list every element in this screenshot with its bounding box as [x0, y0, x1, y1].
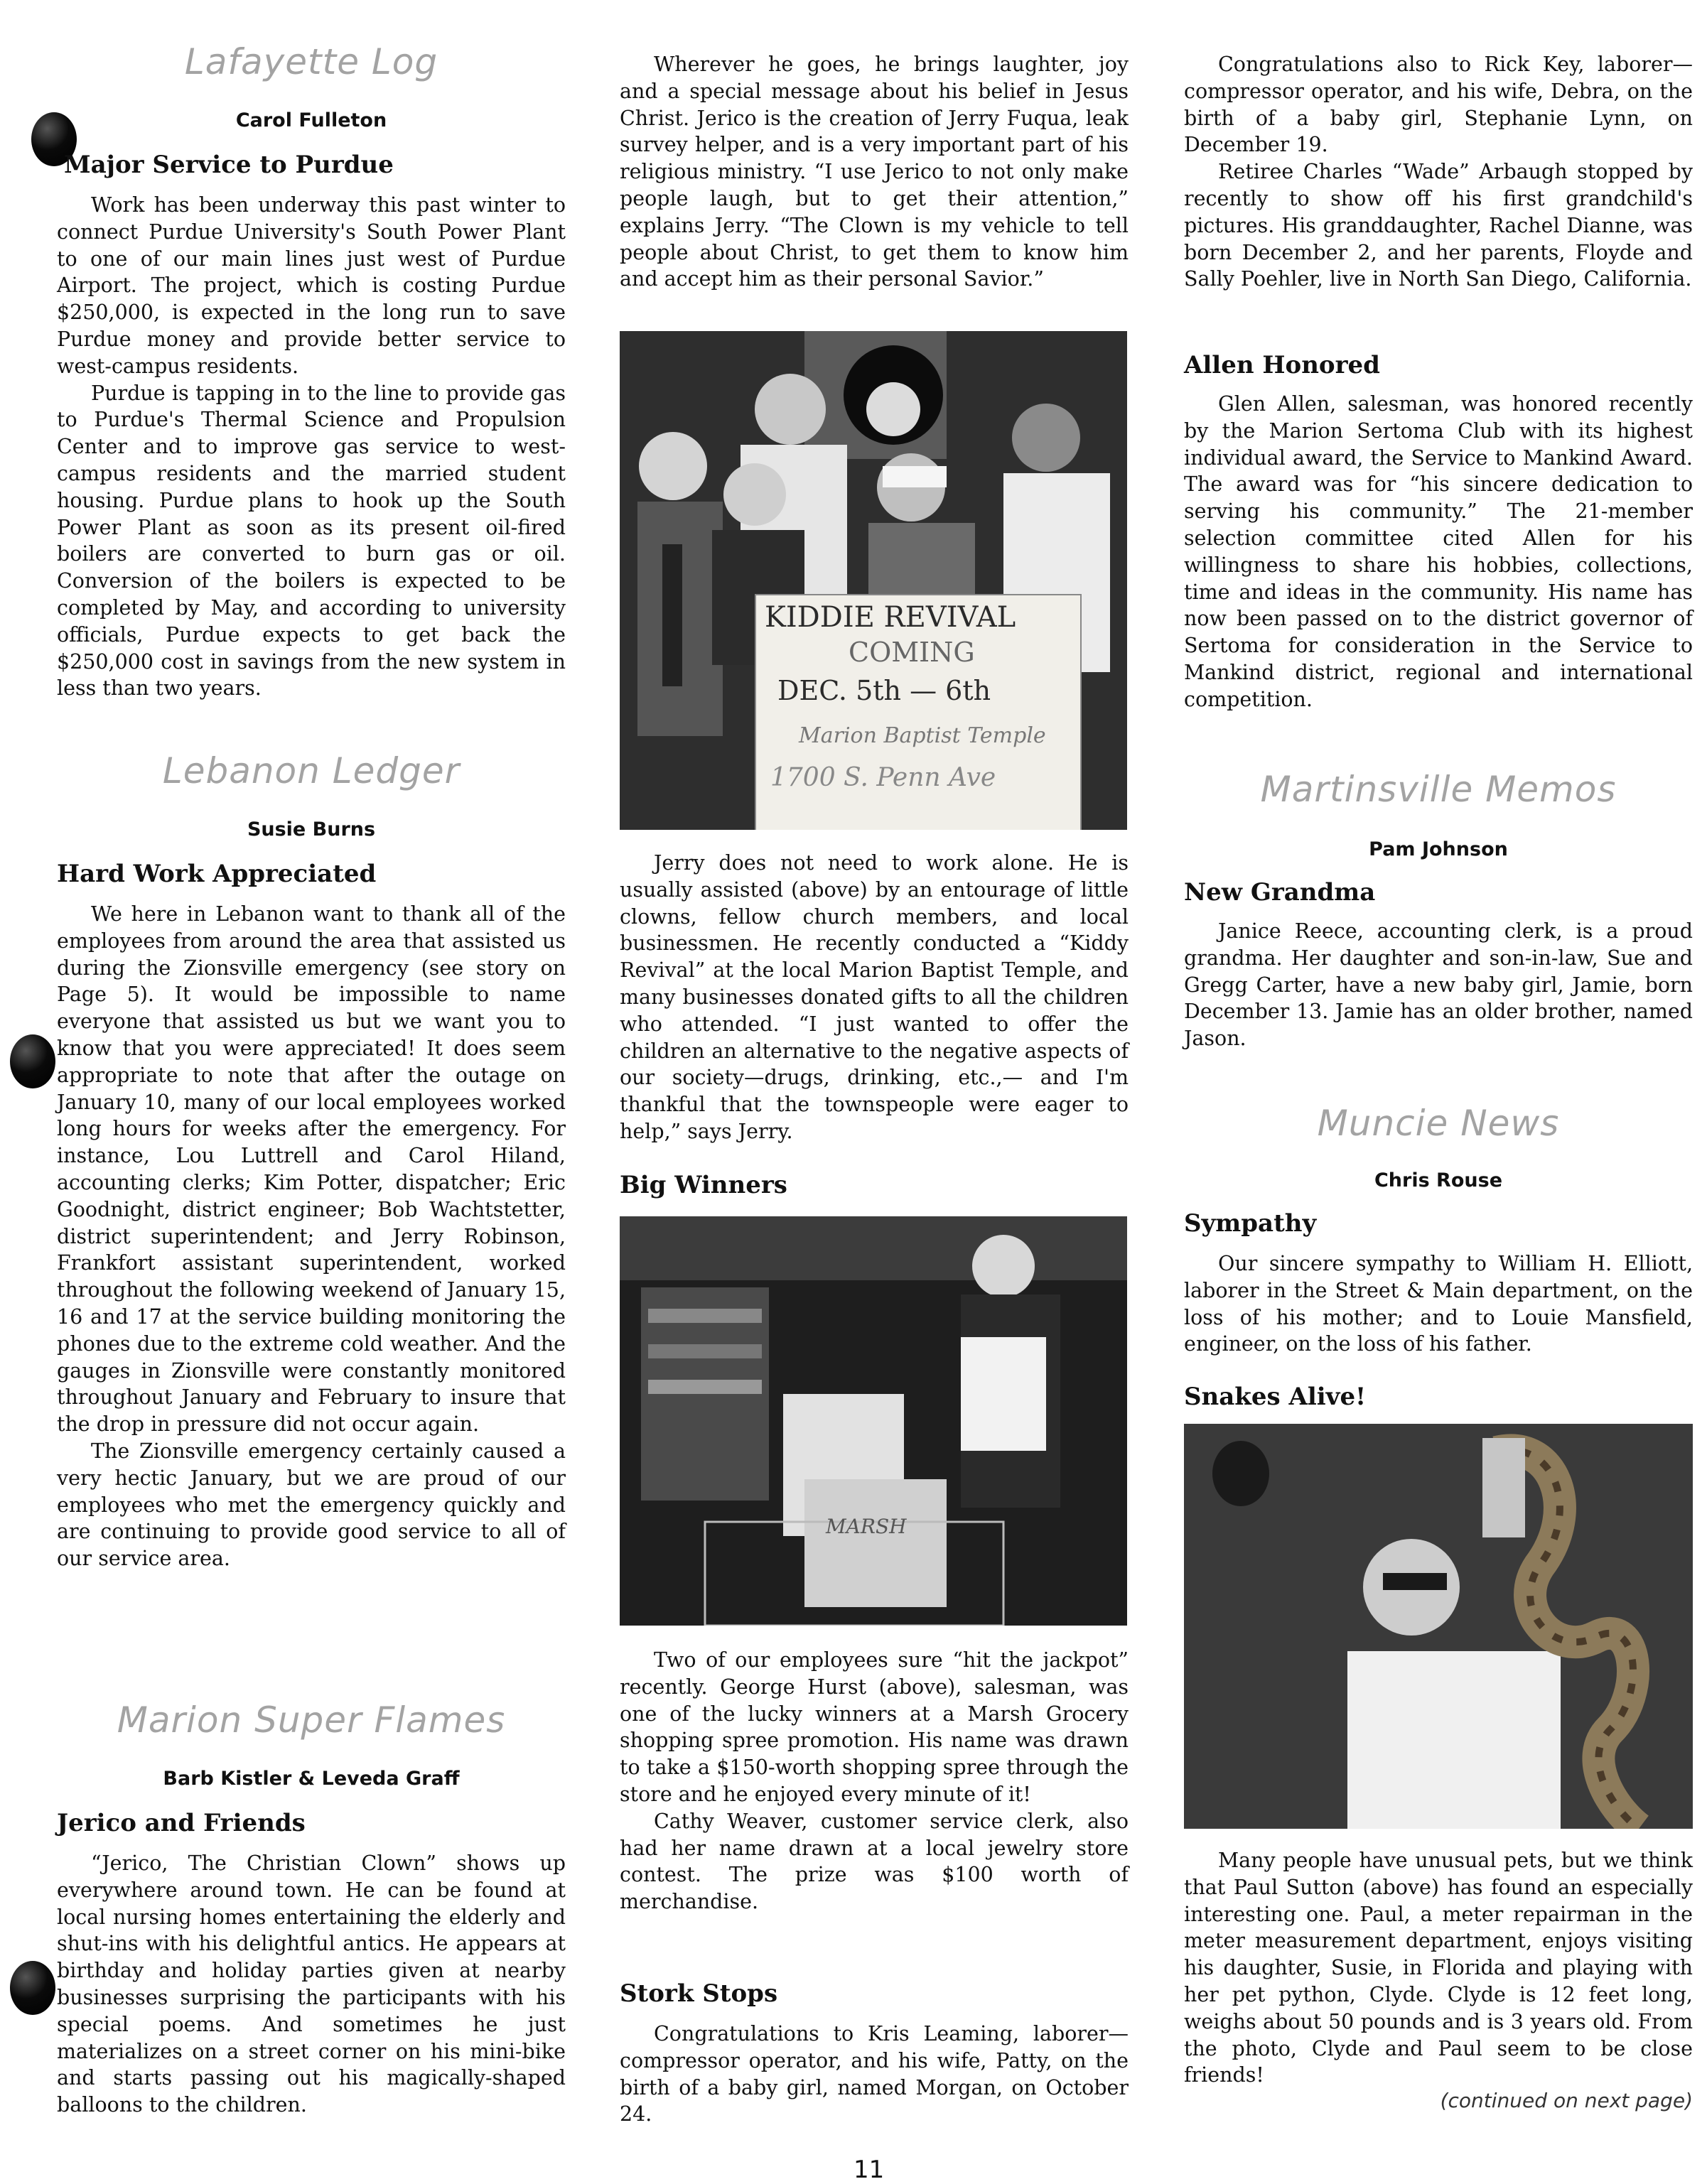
- martinsville-article: [1184, 918, 1693, 1052]
- marion-super-flames-title: Marion Super Flames: [117, 1699, 506, 1741]
- lafayette-log-title: Lafayette Log: [184, 41, 438, 82]
- snakes-alive-headline: Snakes Alive!: [1184, 1383, 1366, 1411]
- marion-headline: Jerico and Friends: [57, 1809, 306, 1837]
- article-paragraph: Many people have unusual pets, but we think that Paul Sutton (above) has found an especially interesting one. Paul, a meter repairman in the meter measurement department, enjoys visiting his daughter, Susie, in Florida and playing with her pet python, Clyde. Clyde is 12 feet long, weighs about 50 pounds and is 3 years old. From the photo, Clyde and Paul seem to be close friends!: [1184, 1849, 1693, 2087]
- paul-sutton-python-photo: [1184, 1424, 1693, 1829]
- article-paragraph: Our sincere sympathy to William H. Elliott, laborer in the Street & Main department, on the loss of his mother; and to Louie Mansfield, engineer, on the loss of his father.: [1184, 1252, 1693, 1356]
- python-scene: [1184, 1424, 1693, 1829]
- article-paragraph: The Zionsville emergency certainly caused a very hectic January, but we are proud of our employees who met the emergency quickly and are continuing to provide good service to all of our service area.: [57, 1439, 566, 1571]
- martinsville-memos-title: Martinsville Memos: [1260, 769, 1617, 810]
- article-paragraph: Wherever he goes, he brings laughter, joy and a special message about his belief in Jesus Christ. Jerico is the creation of Jerry Fuqua, leak survey helper, and is a very important part of his religious ministry. “I use Jerico to not only make people laugh, but to get their attention,” explains Jerry. “The Clown is my vehicle to tell people about Christ, to get them to know him and accept him as their personal Savior.”: [620, 53, 1129, 291]
- article-paragraph: We here in Lebanon want to thank all of the employees from around the area that assisted us during the Zionsville emergency (see story on Page 5). It would be impossible to name everyone that assisted us but we want you to know that you were appreciated! It does seem appropriate to note that after the outage on January 10, many of our local employees worked long hours for weeks after the emergency. For instance, Lou Luttrell and Carol Hiland, accounting clerks; Kim Potter, dispatcher; Eric Goodnight, district engineer; Bob Wachtstetter, district superintendent; and Jerry Robinson, Frankfort assistant superintendent, worked throughout the following weekend of January 15, 16 and 17 at the service building monitoring the phones due to the extreme cold weather. And the gauges in Zionsville were constantly monitored throughout January and February to insure that the drop in pressure did not occur again.: [57, 902, 566, 1437]
- lebanon-ledger-title: Lebanon Ledger: [162, 750, 461, 791]
- article-paragraph: Purdue is tapping in to the line to provide gas to Purdue's Thermal Science and Propulsion Center and to improve gas service to west-campus residents and the married student housing. Purdue plans to hook up the South Power Plant as soon as its present oil-fired boilers are converted to burn gas or oil. Conversion of the boilers is expected to be completed by May, and according to university officials, Purdue expects to get back the $250,000 cost in savings from the new system in less than two years.: [57, 381, 566, 701]
- marion-article-start: [57, 1850, 566, 2119]
- article-paragraph: Janice Reece, accounting clerk, is a proud grandma. Her daughter and son-in-law, Sue and Gregg Carter, have a new baby girl, Jamie, born December 13. Jamie has an older brother, named Jason.: [1184, 919, 1693, 1051]
- stork-stops-article: [620, 2021, 1129, 2128]
- binder-hole-bottom: [10, 1961, 55, 2015]
- sign-line-5: 1700 S. Penn Ave: [770, 763, 996, 792]
- article-paragraph: Work has been underway this past winter to connect Purdue University's South Power Plant to one of our main lines just west of Purdue Airport. The project, which is costing Purdue $250,000, is expected in the long run to save Purdue money and provide better service to west-campus residents.: [57, 193, 566, 378]
- article-paragraph: Retiree Charles “Wade” Arbaugh stopped by recently to show off his first grandchild's pictures. His granddaughter, Rachel Dianne, was born December 2, and her parents, Floyde and Sally Poehler, live in North San Diego, California.: [1184, 160, 1693, 291]
- jerico-clowns-photo: [620, 331, 1127, 830]
- lebanon-article: [57, 901, 566, 1572]
- lafayette-byline: Carol Fulleton: [235, 109, 387, 131]
- stork-stops-continued: [1184, 51, 1693, 293]
- muncie-byline: Chris Rouse: [1374, 1169, 1503, 1191]
- marion-article-after-photo: [620, 850, 1129, 1145]
- lebanon-headline: Hard Work Appreciated: [57, 860, 377, 888]
- article-paragraph: Jerry does not need to work alone. He is usually assisted (above) by an entourage of little clowns, fellow church members, and local businessmen. He recently conducted a “Kiddy Revival” at the local Marion Baptist Temple, and many businesses donated gifts to all the children who attended. “I just wanted to offer the children an alternative to the negative aspects of our society—drugs, drinking, etc.,— and I'm thankful that the townspeople were eager to help,” says Jerry.: [620, 851, 1129, 1143]
- marsh-bag-label: MARSH: [826, 1515, 907, 1538]
- sign-line-2: COMING: [849, 637, 975, 668]
- article-paragraph: “Jerico, The Christian Clown” shows up everywhere around town. He can be found at local nursing homes entertaining the elderly and shut-ins with his delightful antics. He appears at birthday and holiday parties given at nearby businesses surprising the participants with his special poems. And sometimes he just materializes on a street corner on his mini-bike and starts passing out his magically-shaped balloons to the children.: [57, 1851, 566, 2117]
- martinsville-byline: Pam Johnson: [1369, 838, 1508, 860]
- allen-honored-headline: Allen Honored: [1184, 351, 1380, 379]
- article-paragraph: Congratulations to Kris Leaming, laborer—compressor operator, and his wife, Patty, on the birth of a baby girl, named Morgan, on October 24.: [620, 2022, 1129, 2126]
- kiddie-revival-sign: [755, 594, 1082, 830]
- binder-hole-middle: [10, 1034, 55, 1088]
- sign-line-1: KIDDIE REVIVAL: [765, 601, 1016, 634]
- lafayette-headline: Major Service to Purdue: [64, 151, 394, 179]
- marion-byline: Barb Kistler & Leveda Graff: [163, 1768, 460, 1790]
- article-paragraph: Two of our employees sure “hit the jackpot” recently. George Hurst (above), salesman, was one of the lucky winners at a Marsh Grocery shopping spree promotion. His name was drawn to take a $150-worth shopping spree through the store and he enjoyed every minute of it!: [620, 1648, 1129, 1806]
- marion-article-continued: [620, 51, 1129, 293]
- muncie-news-title: Muncie News: [1317, 1103, 1560, 1144]
- allen-honored-article: [1184, 391, 1693, 713]
- sympathy-headline: Sympathy: [1184, 1209, 1317, 1238]
- sign-line-3: DEC. 5th — 6th: [777, 675, 991, 706]
- george-hurst-photo: [620, 1216, 1127, 1626]
- lebanon-byline: Susie Burns: [247, 818, 376, 840]
- article-paragraph: Cathy Weaver, customer service clerk, also had her name drawn at a local jewelry store contest. The prize was $100 worth of merchandise.: [620, 1809, 1129, 1914]
- grocery-scene: [620, 1216, 1127, 1626]
- lafayette-article: [57, 192, 566, 702]
- sign-line-4: Marion Baptist Temple: [799, 723, 1046, 748]
- martinsville-headline: New Grandma: [1184, 878, 1376, 907]
- continued-on-next-page: (continued on next page): [1440, 2089, 1693, 2112]
- sympathy-article: [1184, 1250, 1693, 1358]
- stork-stops-headline: Stork Stops: [620, 1979, 778, 2008]
- snakes-alive-article: [1184, 1847, 1693, 2089]
- article-paragraph: Glen Allen, salesman, was honored recently by the Marion Sertoma Club with its highest individual award, the Service to Mankind Award. The award was for “his sincere dedication to serving his community.” The 21-member selection committee cited Allen for his willingness to share his hobbies, collections, time and ideas in the community. His name has now been passed on to the district governor of Sertoma for consideration in the Service to Mankind district, regional and international competition.: [1184, 392, 1693, 711]
- article-paragraph: Congratulations also to Rick Key, laborer—compressor operator, and his wife, Debra, on the birth of a baby girl, Stephanie Lynn, on December 19.: [1184, 53, 1693, 157]
- page-number: 11: [854, 2156, 885, 2184]
- big-winners-headline: Big Winners: [620, 1171, 787, 1199]
- big-winners-article: [620, 1647, 1129, 1915]
